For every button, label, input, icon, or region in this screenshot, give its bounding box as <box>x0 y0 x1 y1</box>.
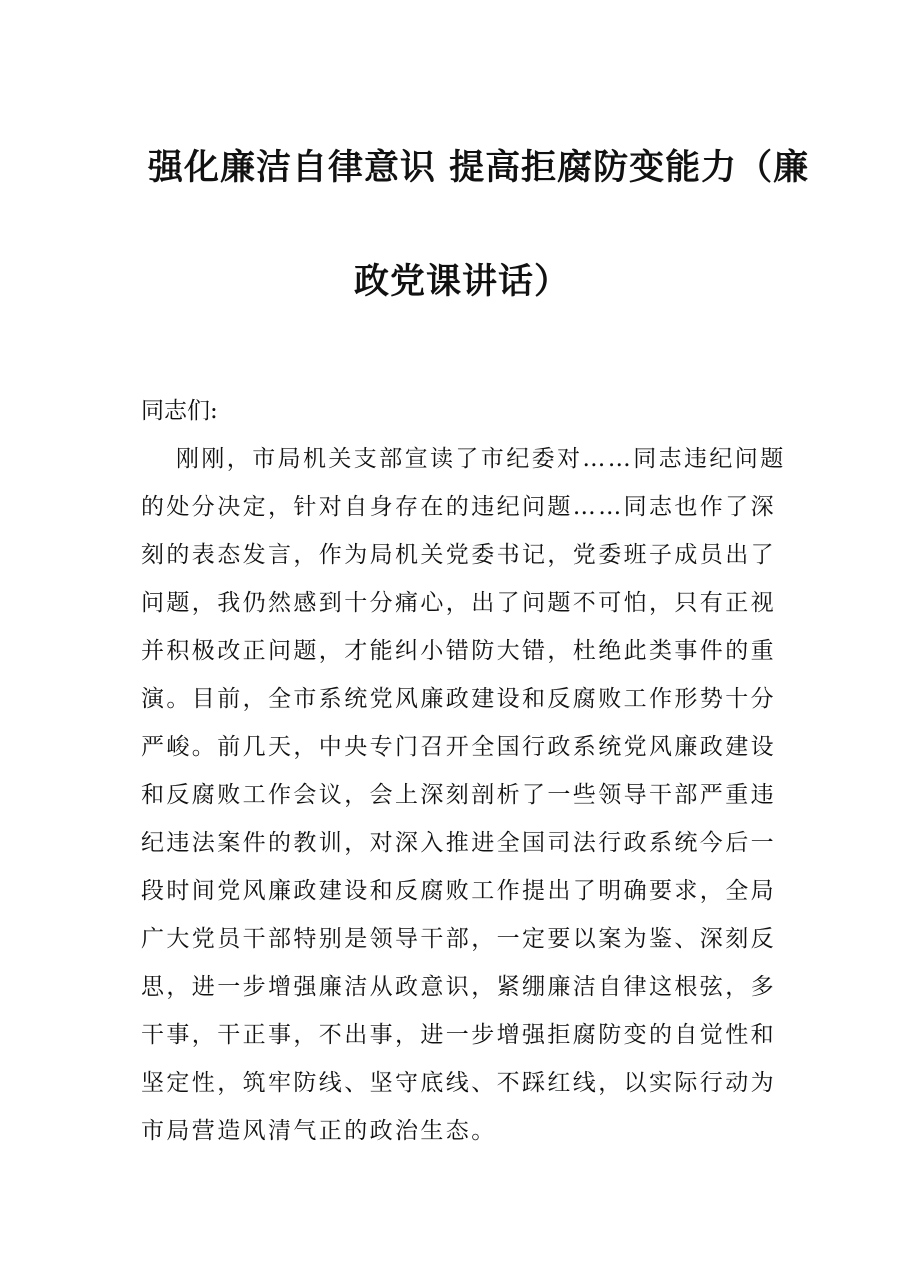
paragraph-line: 干事，干正事，不出事，进一步增强拒腐防变的自觉性和 <box>141 1022 776 1048</box>
paragraph-line: 演。目前，全市系统党风廉政建设和反腐败工作形势十分 <box>141 686 776 712</box>
paragraph-line: 刻的表态发言，作为局机关党委书记，党委班子成员出了 <box>141 542 776 568</box>
paragraph-line: 段时间党风廉政建设和反腐败工作提出了明确要求，全局 <box>141 878 776 904</box>
paragraph-line: 问题，我仍然感到十分痛心，出了问题不可怕，只有正视 <box>141 590 776 616</box>
salutation: 同志们: <box>141 398 218 424</box>
paragraph-line: 严峻。前几天，中央专门召开全国行政系统党风廉政建设 <box>141 734 776 760</box>
paragraph-line: 的处分决定，针对自身存在的违纪问题……同志也作了深 <box>141 494 776 520</box>
document-title-line-1: 强化廉洁自律意识 提高拒腐防变能力（廉 <box>148 148 810 188</box>
paragraph-line: 刚刚，市局机关支部宣读了市纪委对……同志违纪问题 <box>176 446 786 472</box>
paragraph-line: 和反腐败工作会议，会上深刻剖析了一些领导干部严重违 <box>141 782 776 808</box>
paragraph-line: 纪违法案件的教训，对深入推进全国司法行政系统今后一 <box>141 830 776 856</box>
paragraph-line: 广大党员干部特别是领导干部，一定要以案为鉴、深刻反 <box>141 926 776 952</box>
document-title-line-2: 政党课讲话） <box>354 262 571 302</box>
paragraph-line: 并积极改正问题，才能纠小错防大错，杜绝此类事件的重 <box>141 638 776 664</box>
paragraph-line: 思，进一步增强廉洁从政意识，紧绷廉洁自律这根弦，多 <box>141 974 776 1000</box>
paragraph-line: 市局营造风清气正的政治生态。 <box>141 1118 497 1144</box>
paragraph-line: 坚定性，筑牢防线、坚守底线、不踩红线，以实际行动为 <box>141 1070 776 1096</box>
